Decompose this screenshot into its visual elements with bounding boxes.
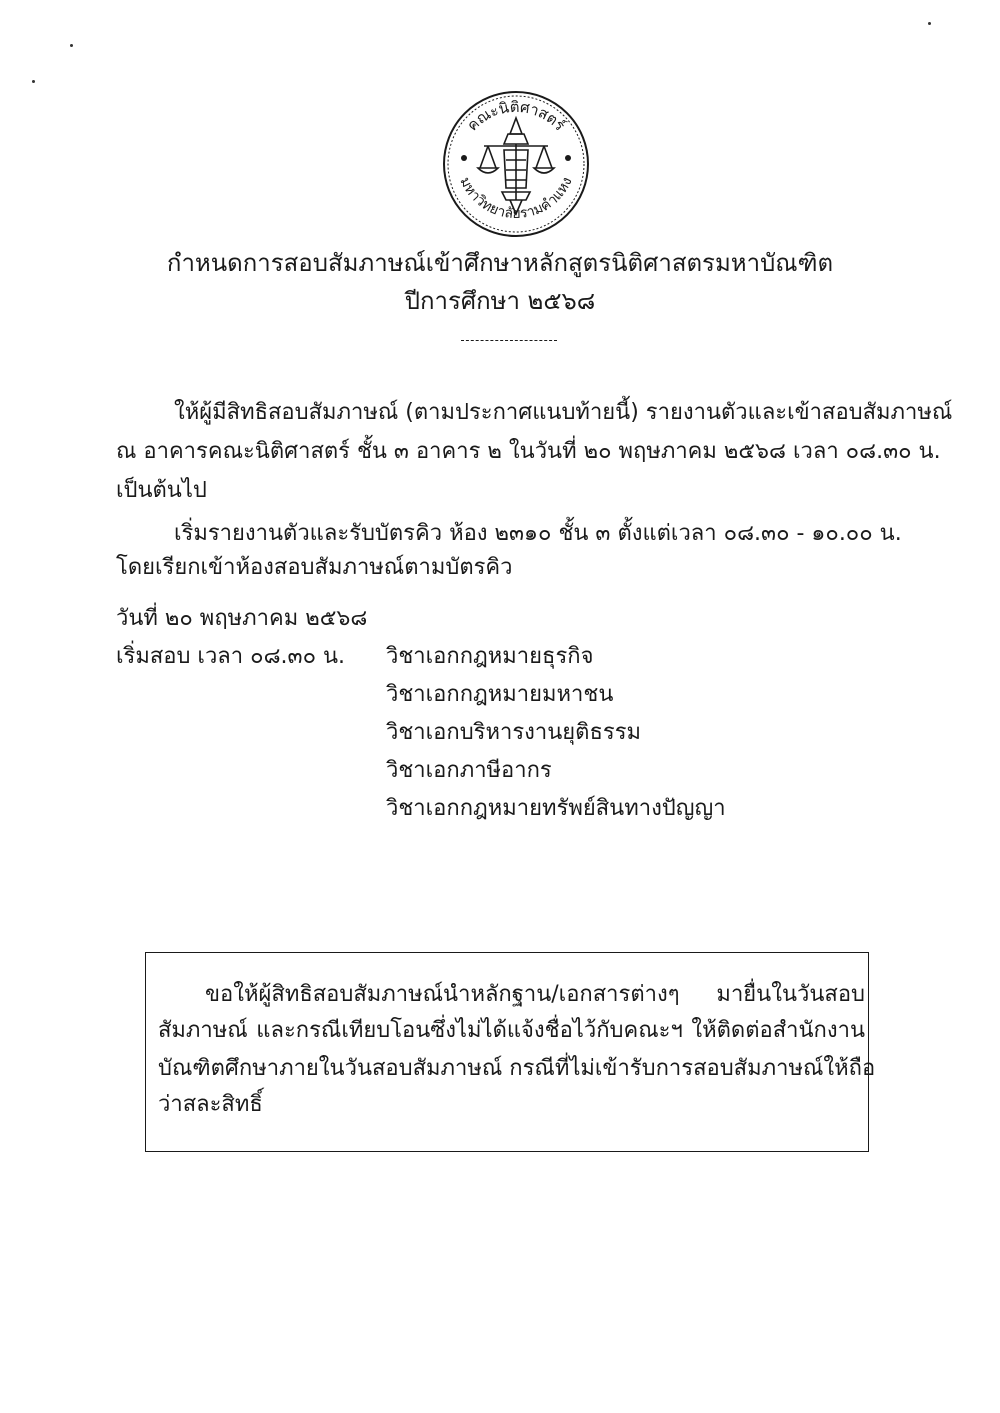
scan-speck	[70, 44, 73, 47]
scan-speck	[928, 22, 931, 25]
schedule-date: วันที่ ๒๐ พฤษภาคม ๒๕๖๘	[116, 606, 368, 631]
schedule-start-time: เริ่มสอบ เวลา ๐๘.๓๐ น.	[116, 644, 346, 669]
document-title: กำหนดการสอบสัมภาษณ์เข้าศึกษาหลักสูตรนิติศาสตรมหาบัณฑิต	[166, 249, 834, 277]
subject-item: วิชาเอกกฎหมายธุรกิจ	[386, 644, 594, 669]
subject-item: วิชาเอกกฎหมายมหาชน	[386, 682, 614, 707]
notice-line4: ว่าสละสิทธิ์	[158, 1092, 263, 1117]
faculty-seal-logo	[440, 88, 592, 240]
subject-item: วิชาเอกกฎหมายทรัพย์สินทางปัญญา	[386, 796, 726, 821]
title-divider	[461, 340, 557, 341]
paragraph2-line1: เริ่มรายงานตัวและรับบัตรคิว ห้อง ๒๓๑๐ ชั้น ๓ ตั้งแต่เวลา ๐๘.๓๐ - ๑๐.๐๐ น.	[174, 521, 902, 546]
scan-speck	[32, 80, 35, 83]
subject-item: วิชาเอกภาษีอากร	[386, 758, 552, 783]
paragraph1-line2: ณ อาคารคณะนิติศาสตร์ ชั้น ๓ อาคาร ๒ ในวันที่ ๒๐ พฤษภาคม ๒๕๖๘ เวลา ๐๘.๓๐ น.	[116, 439, 941, 464]
seal-top-text: คณะนิติศาสตร์	[463, 97, 569, 135]
notice-line2: สัมภาษณ์ และกรณีเทียบโอนซึ่งไม่ได้แจ้งชื่อไว้กับคณะฯ ให้ติดต่อสำนักงาน	[158, 1018, 865, 1043]
academic-year: ปีการศึกษา ๒๕๖๘	[404, 287, 596, 315]
paragraph1-line1: ให้ผู้มีสิทธิสอบสัมภาษณ์ (ตามประกาศแนบท้ายนี้) รายงานตัวและเข้าสอบสัมภาษณ์	[174, 400, 953, 425]
subject-item: วิชาเอกบริหารงานยุติธรรม	[386, 720, 642, 745]
seal-bottom-text: มหาวิทยาลัยรามคำแหง	[456, 174, 576, 223]
paragraph2-line2: โดยเรียกเข้าห้องสอบสัมภาษณ์ตามบัตรคิว	[116, 555, 513, 580]
notice-line3: บัณฑิตศึกษาภายในวันสอบสัมภาษณ์ กรณีที่ไม่เข้ารับการสอบสัมภาษณ์ให้ถือ	[158, 1056, 876, 1081]
notice-line1: ขอให้ผู้สิทธิสอบสัมภาษณ์นำหลักฐาน/เอกสารต่างๆ มายื่นในวันสอบ	[205, 982, 865, 1007]
paragraph1-line3: เป็นต้นไป	[116, 478, 207, 503]
